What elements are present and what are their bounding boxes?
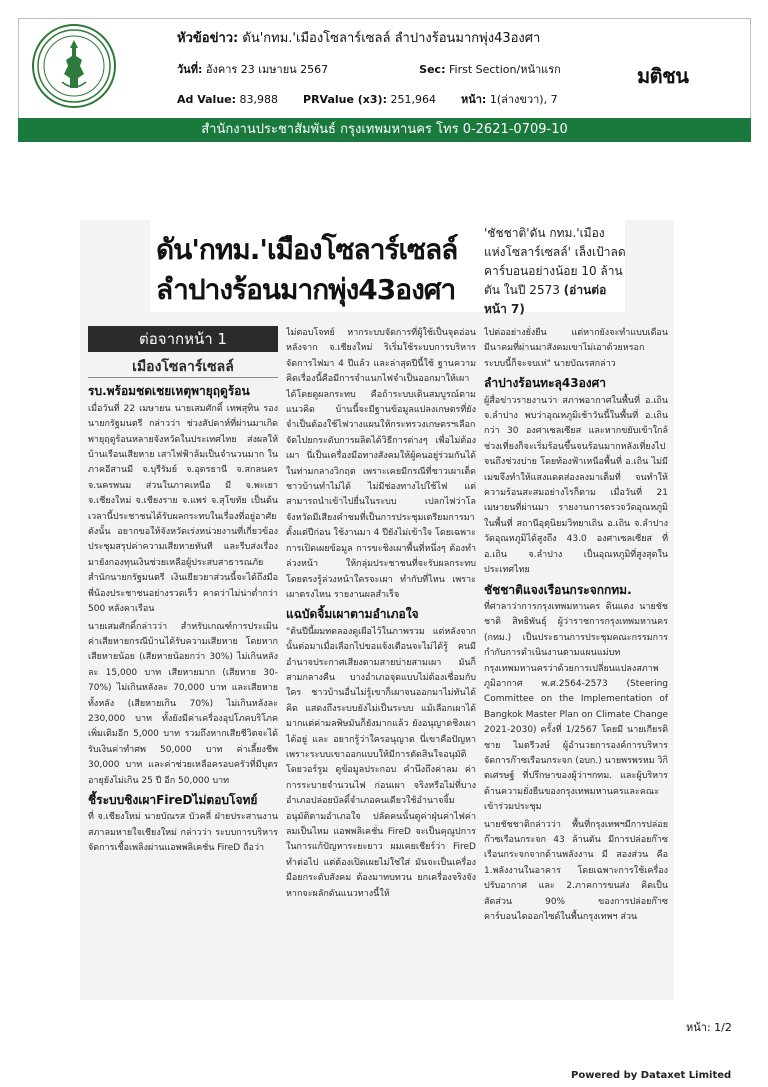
headline-row xyxy=(177,27,540,48)
paragraph: ผู้สื่อข่าวรายงานว่า สภาพอากาศในพื้นที่ อ.เถิน จ.ลำปาง พบว่าอุณหภูมิเช้าวันนี้ในพื้นที่ อ.เถิน กว่า 30 องศาเซลเซียส และหากขยับเข้าใกล้ช่วงเที่ยงก็จะเริ่มร้อนขึ้นจนร้อนมากหลังเที่ยงไปจนถึงช่วงบ่าย โดยท้องฟ้าเหนือพื้นที่ อ.เถิน ไม่มีเมฆจึงทำให้แสงแดดส่องลงมาเต็มที่ จนทำให้ความร้อนสะสมอย่างไรก็ตาม เมื่อวันที่ 21 เมษายนที่ผ่านมา รายงานการตรวจวัดอุณหภูมิในพื้นที่ สถานีอุตุนิยมวิทยาเถิน อ.เถิน จ.ลำปาง วัดอุณหภูมิได้สูงถึง 43.0 องศาเซลเซียส ที่ อ.เถิน จ.ลำปาง เป็นอุณหภูมิที่สูงสุดในประเทศไทย xyxy=(484,395,668,576)
paragraph: เมื่อวันที่ 22 เมษายน นายเสมศักดิ์ เทพสุทิน รองนายกรัฐมนตรี กล่าวว่า ช่วงสัปดาห์ที่ผ่านมาเกิดพายุฤดูร้อนหลายจังหวัดในประเทศไทย ส่งผลให้บ้านเรือนเสียหาย เสาไฟฟ้าล้มเป็นจำนวนมาก ในภาคอีสานมี จ.บุรีรัมย์ จ.อุดรธานี จ.สกลนคร จ.นครพนม ส่วนในภาคเหนือ มี จ.พะเยา จ.เชียงใหม่ จ.เชียงราย จ.แพร่ จ.สุโขทัย เป็นต้น เวลานี้ประชาชนได้รับผลกระทบในเรื่องที่อยู่อาศัย ดังนั้น อยากขอให้จังหวัดเร่งหน่วยงานที่เกี่ยวข้องประชุมสรุปค่าความเสียหายทันที และรีบส่งเรื่องมายังกองทุนเงินช่วยเหลือผู้ประสบสาธารณภัย สำนักนายกรัฐมนตรี เงินเยียวยาส่วนนี้จะได้ถึงมือพี่น้องประชาชนอย่างรวดเร็ว คาดว่าไม่น่าต่ำกว่า 500 หลังคาเรือน xyxy=(88,403,278,615)
headline-label: หัวข้อข่าว: xyxy=(177,31,239,46)
ad-value-label: Ad Value: xyxy=(177,93,237,106)
article-column-2 xyxy=(286,326,476,996)
paragraph: ที่ศาลาว่าการกรุงเทพมหานคร ดินแดง นายชัชชาติ สิทธิพันธุ์ ผู้ว่าราชการกรุงเทพมหานคร (กทม.) เป็นประธานการประชุมคณะกรรมการกำกับการดำเนินงานตามแผนแม่บทกรุงเทพมหานครว่าด้วยการเปลี่ยนแปลงสภาพภูมิอากาศ พ.ศ.2564-2573 (Steering Committee on the Implementation of Bangkok Master Plan on Climate Change 2021-2030) ครั้งที่ 1/2567 โดยมี นายเกียรติชาย ไมตรีวงษ์ ผู้อำนวยการองค์การบริหารจัดการก๊าซเรือนกระจก (อบก.) นายพรพรหม วิกิตเศรษฐ์ ที่ปรึกษาของผู้ว่าฯกทม. และผู้บริหารด้านความยั่งยืนของกรุงเทพมหานครและคณะเข้าร่วมประชุม xyxy=(484,601,668,813)
paragraph: ไปต่ออย่างยั่งยืน แต่หากยังจะทำแบบเดือนมีนาคมที่ผ่านมาสังคมเขาไม่เอาด้วยหรอก ระบบนี้ก็จะจบเห่" นายบัณรสกล่าว xyxy=(484,328,668,369)
bma-emblem-logo xyxy=(32,24,116,108)
article-column-3 xyxy=(484,326,668,996)
ad-value: 83,988 xyxy=(239,93,279,106)
date-row xyxy=(177,60,561,78)
subheading: ชัชชาติแจงเรือนกระจกกทม. xyxy=(484,582,632,597)
deck-continue: (อ่านต่อหน้า 7) xyxy=(484,283,607,316)
section-label: Sec: xyxy=(419,63,446,76)
deck-text: 'ชัชชาติ'ดัน กทม.'เมือง แห่งโซลาร์เซลล์' เล็งเป้าลด คาร์บอนอย่างน้อย 10 ล้านตัน ในปี 2573 xyxy=(484,226,626,297)
office-contact-bar: สำนักงานประชาสัมพันธ์ กรุงเทพมหานคร โทร 0-2621-0709-10 xyxy=(18,118,751,142)
paragraph: ไม่ตอบโจทย์ หากระบบจัดการที่ผู้ใช้เป็นจุดอ่อน หลังจาก จ.เชียงใหม่ ริเริ่มใช้ระบบการบริหารจัดการไฟมา 4 ปีแล้ว และล่าสุดปีนี้ใช้ ฐานความคิดเรื่องนี้คือมีการจำแนกไฟจำเป็นออกมาให้เผาได้โดยดูผลกระทบ คือถ้าระบบเดินสมบูรณ์ตามแนวคิด บ้านนี้จะมีฐานข้อมูลแปลงเกษตรที่ยังจำเป็นต้องใช้ไฟวางแผนให้กระทรวงเกษตรฯเลือกจัดไปยกระดับการผลิตได้วิธีการต่างๆ เพื่อไม่ต้องเผา นี่เป็นเครื่องมือทางสังคมให้ผู้คนอยู่ร่วมกันได้ในท่ามกลางวิกฤต เพราะเคยมีกรณีที่ชาวเผาเต็ดชาวบ้านทำไม่ได้ ไม่มีช่องทางไปใช้ไฟ แต่สามารถนำเข้าไปยื่นในระบบ เปลกไฟว่าโลจังหวัดมีเสียงคำชมที่เป็นการประชุมเตรียมการมาตั้งแต่ปีก่อน ใช้งานมา 4 ปียังไม่เข้าใจ โดยเฉพาะการเปิดเผยข้อมูล การขะชิงเผาพื้นที่หนึ่งๆ ต้องทำล่วงหน้า ให้กลุ่มประชาชนที่จะรับผลกระทบโดยตรงรู้ล่วงหน้าใครจะเผา ทำกับที่ไหน เพราะ เผาตรงไหน รายงานผลสำเร็จ xyxy=(286,328,476,600)
paragraph: นายเสมศักดิ์กล่าวว่า สำหรับเกณฑ์การประเมินค่าเสียหายกรณีบ้านได้รับความเสียหาย โดยหากเสียหายน้อย (เสียหายน้อยกว่า 30%) ไม่เกินหลังละ 15,000 บาท เสียหายมาก (เสียหาย 30-70%) ไม่เกินหลังละ 70,000 บาท และเสียหายทั้งหลัง (เสียหายเกิน 70%) ไม่เกินหลังละ 230,000 บาท ทั้งยังมีค่าเครื่องอุปโภคบริโภคเพิ่มเติมอีก 5,000 บาท รวมถึงหากเสียชีวิตจะได้รับเงินค่าทำศพ 50,000 บาท ค่าเลี้ยงชีพ 30,000 บาท และค่าช่วยเหลือครอบครัวที่มีบุตรอายุยังไม่เกิน 25 ปี อีก 50,000 บาท xyxy=(88,621,278,786)
paragraph: "ต้นปีนี้ผมทดลองดูเผือไว้ในภาพรวม แต่หลังจากนั้นต่อมาเมื่อเลือกไปขอแจ้งเตือนจะไม่ได้รู้ คนมีอำนาจประกาศเสียงตามสายบ่ายสามเผา มันก็สามกลางคืน บางอำเภอจุดแบบไม่ต้องเชื่อมกับใคร ชาวบ้านอื่นไม่รู้เขาก็เผาจนออกมาไม่ทันได้คิด แสดงถึงระบบยังไม่เป็นระบบ แม้เลือกเผาได้มากแต่ค่ามลพิษมันก็ยังมากแล้ว ยังอนุญาตชิงเผาได้อยู่ และ อยากรู้ว่าใครอนุญาต นี่เขาคือปัญหา เพราะระบบเขาออกแบบให้มีการตัดสินใจอนุมัติโดยวอร์รูม ดูข้อมูลประกอบ คำนึงถึงค่าลม ค่าการระบายจำนวนไฟ ก่อนเผา จริงหรือไม่ที่บางอำเภอปล่อยบัลดิ์จำเภอคนเดียวใช้อำนาจจิ้มอนุมัติตามอำเภอใจ ปลัดคนนั้นดูค่าฝุ่นค่าไฟค่าลมเป็นไหม แอพพลิเคชั่น FireD จะเป็นคุณูปการในการแก้ปัญหาระยะยาว ผมเคยเชียร์ว่า FireD ทำต่อไป แต่ต้องเปิดเผยไม่ใช่ใส่ มันจะเป็นเครื่องมือยกระดับสังคม ต้องมาทบทวน ยกเครื่องจริงจังหากจะผลักดันแนวทางนี้ให้ xyxy=(286,626,476,899)
kicker-continued: ต่อจากหน้า 1 xyxy=(88,326,278,352)
article-headline-line1: ดัน'กทม.'เมืองโซลาร์เซลล์ xyxy=(156,233,458,266)
page-value: 1(ล่างขวา), 7 xyxy=(489,93,558,106)
page-label: หน้า: xyxy=(460,93,487,106)
value-row xyxy=(177,90,558,108)
article-column-1 xyxy=(88,326,278,996)
headline-text: ดัน'กทม.'เมืองโซลาร์เซลล์ ลำปางร้อนมากพุ่ง43องศา xyxy=(242,31,541,46)
article-headline-line2: ลำปางร้อนมากพุ่ง43องศา xyxy=(156,273,456,306)
subheading: ชี้ระบบชิงเผาFireDไม่ตอบโจทย์ xyxy=(88,792,258,807)
paragraph: นายชัชชาติกล่าวว่า พื้นที่กรุงเทพฯมีการปล่อยก๊าซเรือนกระจก 43 ล้านตัน มีการปล่อยก๊าซเรือนกระจกจากด้านพลังงาน มี สองส่วน คือ 1.พลังงานในอาคาร โดยเฉพาะการใช้เครื่องปรับอากาศ และ 2.ภาคการขนส่ง คิดเป็นสัดส่วน 90% ของการปล่อยก๊าซคาร์บอนไดออกไซด์ในพื้นกรุงเทพฯ ส่วน xyxy=(484,819,668,923)
section-value: First Section/หน้าแรก xyxy=(448,63,561,76)
page-indicator: หน้า: 1/2 xyxy=(686,1021,732,1034)
paragraph: ที่ จ.เชียงใหม่ นายบัณรส บัวคลี่ ฝ่ายประสานงานสภาลมหายใจเชียงใหม่ กล่าวว่า ระบบการบริหารจัดการเชื้อเพลิงผ่านแอพพลิเคชั่น FireD ถือว่า xyxy=(88,812,278,854)
subheading: แฉบัดจิ้มเผาตามอำเภอใจ xyxy=(286,607,419,622)
date-label: วันที่: xyxy=(177,63,203,76)
article-deck xyxy=(484,224,626,319)
subheading: ลำปางร้อนทะลุ43องศา xyxy=(484,376,606,391)
powered-by-footer: Powered by Dataxet Limited xyxy=(571,1070,732,1081)
pr-value-label: PRValue (x3): xyxy=(303,93,387,106)
pr-value: 251,964 xyxy=(390,93,436,106)
section-subhead: เมืองโซลาร์เซลล์ xyxy=(88,358,278,378)
subheading: รบ.พร้อมชดเชยเหตุพายุฤดูร้อน xyxy=(88,384,250,399)
publication-name: มติชน xyxy=(637,64,689,88)
date-value: อังคาร 23 เมษายน 2567 xyxy=(205,63,329,76)
